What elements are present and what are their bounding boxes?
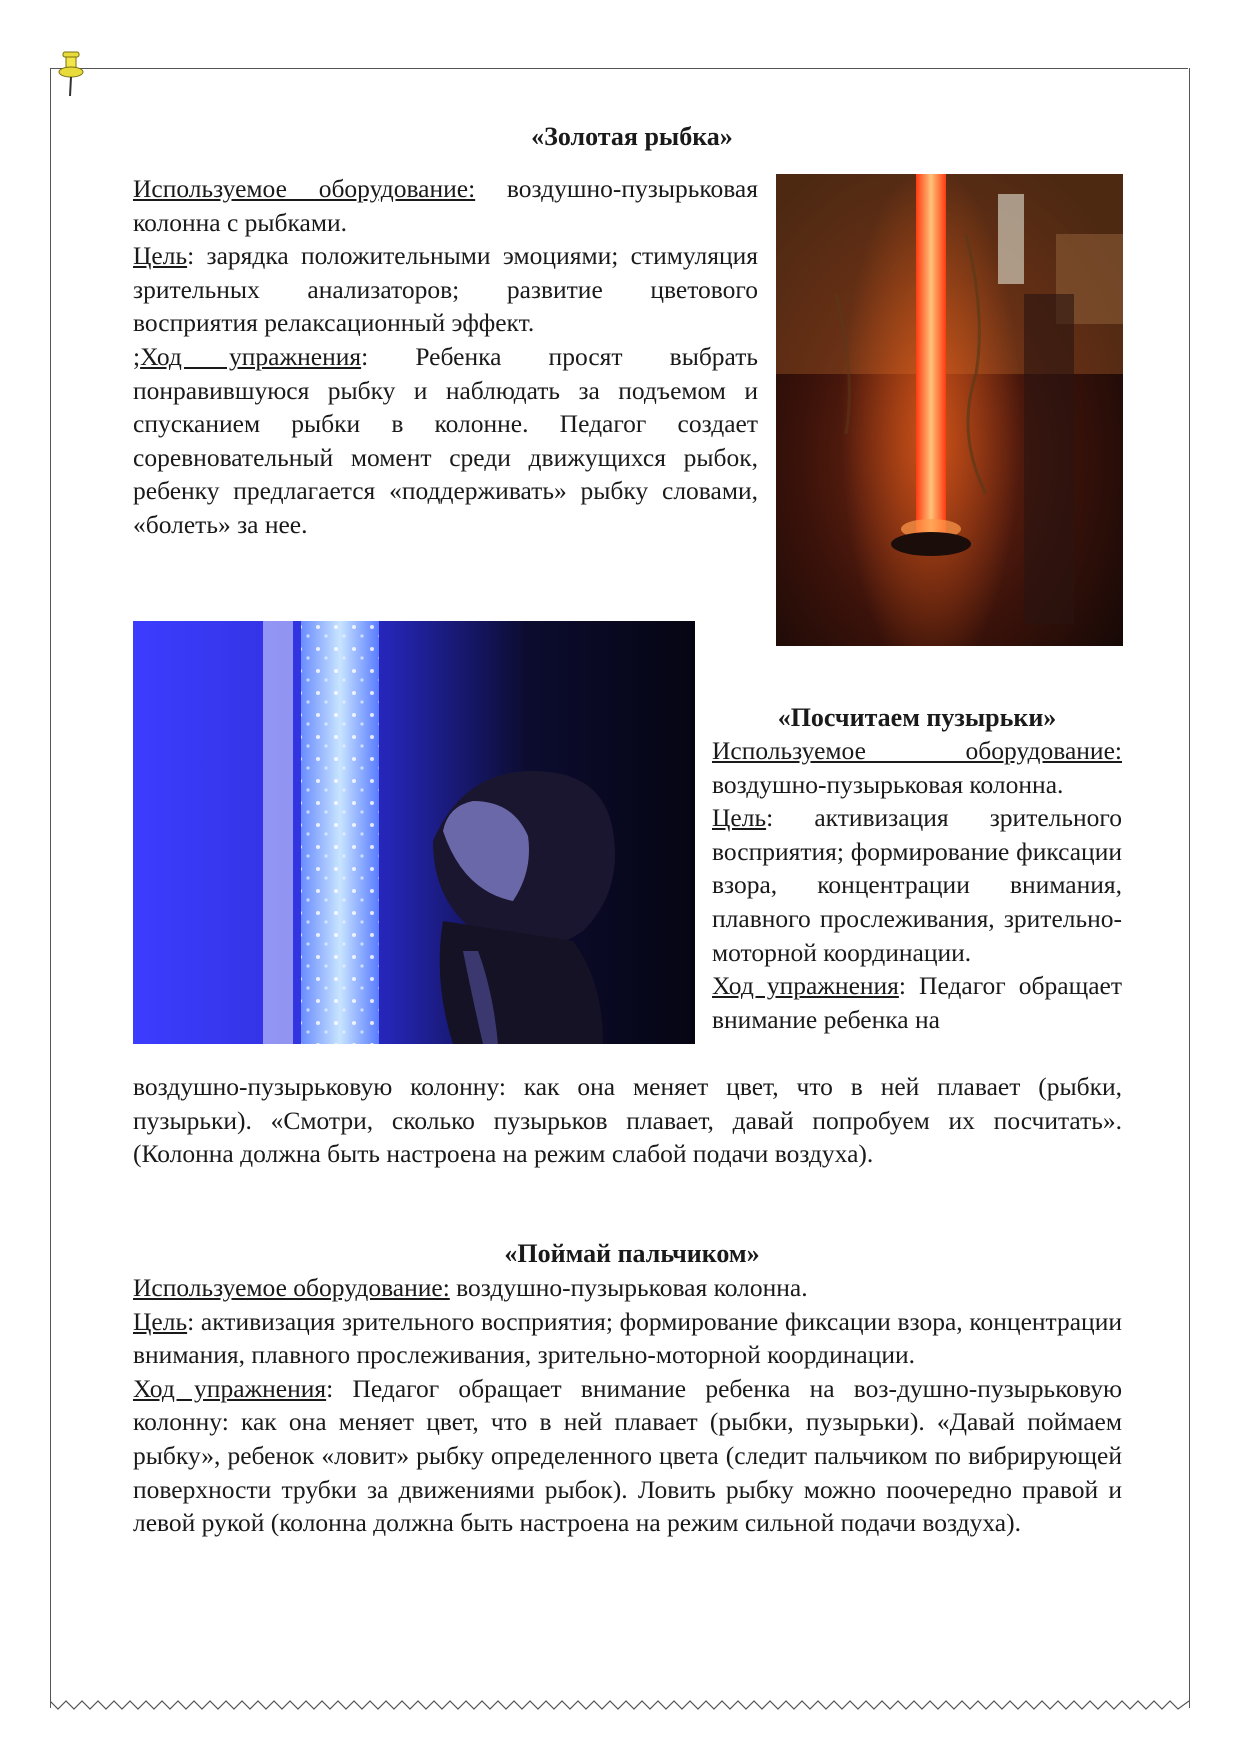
section-2-goal-text: : активизация зрительного восприятия; формирование фиксации взора, концентрации внимания, плавного прослеживания, зрительно-моторной координации. [712, 803, 1122, 967]
section-1-goal-text: : зарядка положительными эмоциями; стимуляция зрительных анализаторов; развитие цветового восприятия релаксационный эффект. [133, 241, 758, 338]
section-1-equipment-text: воздушно-пузырьковая колонна с рыбками. [133, 174, 758, 237]
section-2-procedure-label: Ход упражнения [712, 971, 899, 1001]
section-2-equipment-text: воздушно-пузырьковая колонна. [712, 769, 1064, 799]
section-1-goal-label: Цель [133, 241, 188, 271]
page-torn-edge [50, 1697, 1189, 1713]
section-3-goal-text: : активизация зрительного восприятия; формирование фиксации взора, концентрации внимания, плавного прослеживания, зрительно-моторной координации. [133, 1306, 1122, 1370]
section-1-procedure-label: Ход упражнения [140, 341, 362, 371]
blue-bubble-column-photo [133, 621, 695, 1044]
section-2-side-text [712, 734, 1122, 1036]
section-3-text [133, 1271, 1122, 1540]
section-2-title: «Посчитаем пузырьки» [777, 703, 1057, 732]
pushpin-icon [56, 48, 86, 100]
section-2-equipment-label: Используемое оборудование: [712, 736, 1122, 765]
section-1-procedure-text: : Ребенка просят выбрать понравившуюся рыбку и наблюдать за подъемом и спусканием рыбки в колонне. Педагог создает соревновательный момент среди движущихся рыбок, ребенку предлагается «поддерживать» рыбку словами, «болеть» за нее. [133, 341, 758, 539]
section-1-equipment-label: Используемое оборудование: [133, 174, 476, 203]
section-1-procedure-prefix: ; [133, 341, 141, 371]
section-1-title: «Золотая рыбка» [531, 122, 733, 151]
section-3-procedure-label: Ход упражнения [133, 1373, 327, 1403]
section-3-goal-label: Цель [133, 1306, 188, 1336]
section-3-procedure-text: : Педагог обращает внимание ребенка на воз-душно-пузырьковую колонну: как она меняет цвет, что в ней плавает (рыбки, пузырьки). «Давай поймаем рыбку», ребенок «ловит» рыбку определенного цвета (следит пальчиком по вибрирующей поверхности трубки за движениями рыбок). Ловить рыбку можно поочередно правой и левой рукой (колонна должна быть настроена на режим сильной подачи воздуха). [133, 1373, 1123, 1538]
section-1-text [133, 172, 758, 542]
section-2-full-text: воздушно-пузырьковую колонну: как она меняет цвет, что в ней плавает (рыбки, пузырьки). «Смотри, сколько пузырьков плавает, давай попробуем их посчитать». (Колонна должна быть настроена на режим слабой подачи воздуха). [133, 1072, 1122, 1169]
section-2-procedure-text-start: : Педагог обращает внимание ребенка на [712, 971, 1122, 1034]
section-3-equipment-label: Используемое оборудование: [133, 1273, 450, 1302]
section-3-equipment-text: воздушно-пузырьковая колонна. [449, 1273, 808, 1302]
section-2-goal-label: Цель [712, 803, 767, 833]
orange-bubble-column-photo [776, 174, 1123, 646]
section-3-title: «Поймай пальчиком» [504, 1239, 760, 1268]
